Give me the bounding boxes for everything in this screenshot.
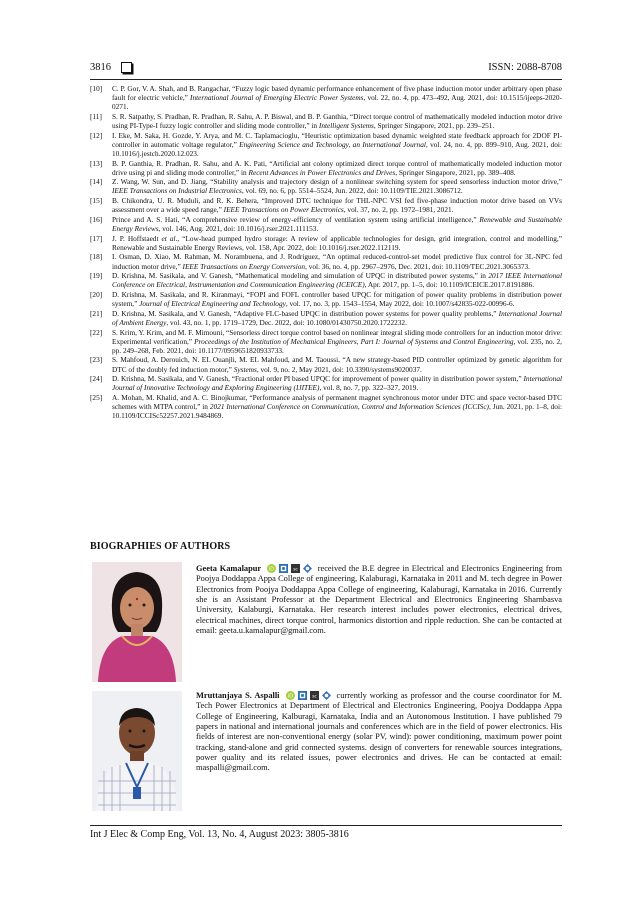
- reference-number: [14]: [90, 177, 103, 187]
- reference-item: [90, 159, 562, 177]
- reference-item: [90, 252, 562, 270]
- reference-number: [19]: [90, 271, 103, 281]
- scholar-icon[interactable]: [298, 691, 307, 700]
- author-photo: [92, 691, 182, 811]
- reference-item: [90, 374, 562, 392]
- reference-item: [90, 355, 562, 373]
- journal-box-icon: [121, 62, 132, 73]
- scopus-icon[interactable]: [310, 691, 319, 700]
- reference-item: [90, 309, 562, 327]
- reference-item: [90, 84, 562, 111]
- page-footer: Int J Elec & Comp Eng, Vol. 13, No. 4, August 2023: 3805-3816: [90, 829, 349, 840]
- author-bio: [196, 691, 562, 774]
- reference-text: B. P. Ganthia, R. Pradhan, R. Sahu, and A. K. Pati, “Artificial ant colony optimized direct torque control of mathematically modeled induction motor drive using pi and sliding mode controller,” in Recent Advances in Power Electronics and Drives, Springer Singapore, 2021, pp. 389–408.: [112, 158, 562, 177]
- author-bio-text: received the B.E degree in Electrical and Electronics Engineering from Poojya Doddappa Appa College of engineering, Kalaburagi, Karnataka in 2011 and M. tech degree in Power Electronics from Poojya Doddappa Appa College of engineering, Kalaburagi, Karnataka in 2016. Currently she is an Assistant Professor at the Department Electrical and Electronics Engineering Sharnbasva University, Kalaburgi, Karnataka. Her research interest includes power electronics, electrical drives, electrical machines, direct torque control, harmonics distortion and ripple reduction. She can be contacted at email: geeta.u.kamalapur@gmail.com.: [196, 564, 562, 636]
- reference-text: Z. Wang, W. Sun, and D. Jiang, “Stability analysis and trajectory design of a nonlinear switching system for speed sensorless induction motor drive,” IEEE Transactions on Industrial Electronics, vol. 69, no. 6, pp. 5514–5524, Jun. 2022, doi: 10.1109/TIE.2021.3086712.: [112, 177, 562, 196]
- scopus-icon[interactable]: [291, 564, 300, 573]
- reference-text: S. R. Satpathy, S. Pradhan, R. Pradhan, R. Sahu, A. P. Biswal, and B. P. Ganthia, “Direct torque control of mathematically modeled induction motor drive using PI-Type-I fuzzy logic controller and sliding mode controller,” in Intelligent Systems, Springer Singapore, 2021, pp. 239–251.: [112, 111, 562, 130]
- publons-icon[interactable]: [322, 691, 331, 700]
- reference-text: D. Krishna, M. Sasikala, and V. Ganesh, “Fractional order PI based UPQC for improvement of power quality in distribution power system,” International Journal of Innovative Technology and Exploring Engineering (IJITEE), vol. 8, no. 7, pp. 322–327, 2019.: [112, 374, 562, 393]
- reference-text: I. Eke, M. Saka, H. Gozde, Y. Arya, and M. C. Taplamacioglu, “Heuristic optimization based dynamic weighted state feedback approach for 2DOF PI-controller in automatic voltage regulator,” Engineering Science and Technology, an International Journal, vol. 24, no. 4, pp. 899–910, Aug. 2021, doi: 10.1016/j.jestch.2020.12.023.: [112, 130, 562, 158]
- author-photo: [92, 562, 182, 682]
- reference-text: A. Mohan, M. Khalid, and A. C. Binojkumar, “Performance analysis of permanent magnet synchronous motor under DTC and space vector-based DTC schemes with MTPA control,” in 2021 International Conference on Communication, Control and Information Sciences (ICCISc), Jun. 2021, pp. 1–8, doi: 10.1109/ICCISc52257.2021.9484869.: [112, 393, 563, 421]
- reference-number: [20]: [90, 290, 103, 299]
- reference-item: [90, 131, 562, 158]
- svg-text:sc: sc: [311, 694, 317, 700]
- reference-number: [21]: [90, 308, 103, 318]
- reference-item: [90, 271, 562, 289]
- reference-item: [90, 112, 562, 130]
- reference-number: [13]: [90, 158, 103, 168]
- author-name: Geeta Kamalapur: [196, 564, 262, 573]
- reference-number: [22]: [90, 327, 103, 337]
- reference-number: [16]: [90, 214, 103, 224]
- publons-icon[interactable]: [303, 564, 312, 573]
- biographies-heading: BIOGRAPHIES OF AUTHORS: [90, 541, 231, 552]
- orcid-icon[interactable]: [267, 564, 276, 573]
- references-list: [90, 84, 562, 421]
- footer-rule: [90, 825, 562, 826]
- reference-number: [23]: [90, 355, 103, 365]
- issn: ISSN: 2088-8708: [488, 61, 562, 73]
- reference-number: [10]: [90, 84, 103, 93]
- reference-text: I. Osman, D. Xiao, M. Rahman, M. Norambuena, and J. Rodriguez, “An optimal reduced-control-set model predictive flux control for 3L-NPC fed induction motor drive,” IEEE Transactions on Energy Conversion, vol. 36, no. 4, pp. 2967–2976, Dec. 2021, doi: 10.1109/TEC.2021.3065373.: [112, 252, 562, 271]
- reference-text: S. Krim, Y. Krim, and M. F. Mimouni, “Sensorless direct torque control based on nonlinear integral sliding mode controllers for an induction motor drive: Experimental verification,” Proceedings of the Institution of Mechanical Engineers, Part I: Journal of Systems and Control Engineering, vol. 235, no. 2, pp. 249–268, Feb. 2021, doi: 10.1177/0959651820933733.: [112, 327, 562, 355]
- reference-text: D. Krishna, M. Sasikala, and V. Ganesh, “Adaptive FLC-based UPQC in distribution power systems for power quality problems,” International Journal of Ambient Energy, vol. 43, no. 1, pp. 1719–1729, Dec. 2022, doi: 10.1080/01430750.2020.1722232.: [112, 308, 562, 327]
- header-rule: [90, 79, 562, 80]
- page-number: 3816: [90, 61, 111, 73]
- reference-text: J. P. Hoffstaedt et al., “Low-head pumped hydro storage: A review of applicable technologies for design, grid integration, control and modelling,” Renewable and Sustainable Energy Reviews, vol. 158, Apr. 2022, doi: 10.1016/j.rser.2022.112119.: [112, 233, 562, 252]
- reference-text: S. Mahfoud, A. Derouich, N. EL Ouanjli, M. EL Mahfoud, and M. Taoussi, “A new strategy-based PID controller optimized by genetic algorithm for DTC of the doubly fed induction motor,” Systems, vol. 9, no. 2, May 2021, doi: 10.3390/systems9020037.: [112, 355, 562, 374]
- reference-text: D. Krishna, M. Sasikala, and R. Kiranmayi, “FOPI and FOFL controller based UPQC for mitigation of power quality problems in distribution power system,” Journal of Electrical Engineering and Technology, vol. 17, no. 3, pp. 1543–1554, May 2022, doi: 10.1007/s42835-022-00996-6.: [112, 290, 562, 309]
- reference-item: [90, 328, 562, 355]
- reference-text: B. Chikondra, U. R. Muduli, and R. K. Behera, “Improved DTC technique for THL-NPC VSI fed five-phase induction motor drive based on VVs assessment over a wide speed range,” IEEE Transactions on Power Electronics, vol. 37, no. 2, pp. 1972–1981, 2021.: [112, 196, 562, 215]
- reference-item: [90, 393, 562, 420]
- reference-item: [90, 234, 562, 252]
- svg-text:iD: iD: [268, 566, 275, 573]
- reference-item: [90, 196, 562, 214]
- reference-text: Prince and A. S. Hati, “A comprehensive review of energy-efficiency of ventilation system using artificial intelligence,” Renewable and Sustainable Energy Reviews, vol. 146, Aug. 2021, doi: 10.1016/j.rser.2021.111153.: [112, 214, 562, 233]
- reference-number: [17]: [90, 233, 103, 243]
- reference-text: D. Krishna, M. Sasikala, and V. Ganesh, “Mathematical modeling and simulation of UPQC in distributed power systems,” in 2017 IEEE International Conference on Electrical, Instrumentation and Communication Engineering (ICEICE), Apr. 2017, pp. 1–5, doi: 10.1109/ICEICE.2017.8191886.: [112, 271, 562, 290]
- reference-item: [90, 177, 562, 195]
- svg-text:sc: sc: [292, 567, 298, 573]
- author-bio: [196, 564, 562, 636]
- page-header: [90, 60, 562, 74]
- orcid-icon[interactable]: [286, 691, 295, 700]
- reference-number: [12]: [90, 130, 103, 140]
- author-bio-text: currently working as professor and the course coordinator for M. Tech Power Electronics at Department of Electrical and Electronics Engineering, Poojya Doddappa Appa College of Engineering, Kalburagi, Karnataka, India and an Autonomous Institution. I have published 79 papers in national and international journals and conferences which are in the field of power electronics. His fields of interest are non-conventional energy (solar PV, wind): power conditioning, maximum power point tracking, stand-alone and grid connected systems. design of converters for renewable sources integrations, power quality and its related issues, power electronics and drives. He can be contacted at email: maspalli@gmail.com.: [196, 691, 563, 773]
- svg-text:iD: iD: [287, 693, 293, 700]
- reference-number: [25]: [90, 393, 103, 402]
- reference-item: [90, 215, 562, 233]
- reference-text: C. P. Gor, V. A. Shah, and B. Rangachar, “Fuzzy logic based dynamic performance enhancement of five phase induction motor under arbitrary open phase fault for electric vehicle,” International Journal of Emerging Electric Power Systems, vol. 22, no. 4, pp. 473–492, Aug. 2021, doi: 10.1515/ijeeps-2020-0271.: [112, 84, 563, 112]
- reference-number: [15]: [90, 196, 103, 206]
- author-name: Mruttanjaya S. Aspalli: [196, 691, 280, 700]
- reference-item: [90, 290, 562, 308]
- scholar-icon[interactable]: [279, 564, 288, 573]
- reference-number: [24]: [90, 374, 103, 384]
- reference-number: [18]: [90, 252, 103, 262]
- reference-number: [11]: [90, 111, 102, 121]
